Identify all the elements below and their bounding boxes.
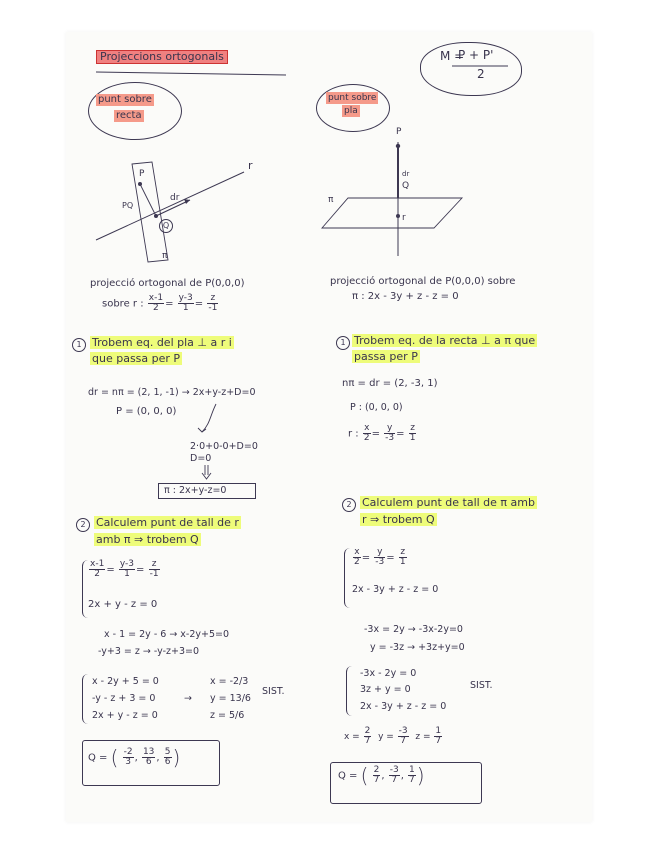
midpoint-formula-den: 2 — [477, 67, 485, 81]
label-pq-left: PQ — [122, 201, 134, 210]
right-problem-line1: projecció ortogonal de P(0,0,0) sobre — [330, 276, 516, 287]
left-result: Q = ( $\frac{-2}{3}$ , $\frac{13}{6}$ , $\frac{5}{6}$ ) — [88, 745, 181, 770]
label-q-left: Q — [159, 219, 173, 233]
step-2-left-title-1: Calculem punt de tall de r — [96, 516, 239, 529]
step-2-left-line-2: -y+3 = z → -y-z+3=0 — [98, 646, 200, 657]
step-2-left-eq-1: $\frac{x-1}{2}$ = $\frac{y-3}{1}$ = $\frac{z}{-1}$ — [90, 559, 159, 579]
point-line-diagram — [86, 152, 286, 272]
step-1-left-down-arrow — [200, 465, 212, 481]
title-underline — [96, 68, 296, 78]
step-1-left-title-1: Trobem eq. del pla ⊥ a r i — [92, 336, 232, 349]
step-2-left-eq-2: 2x + y - z = 0 — [88, 599, 158, 610]
step-1-left-line-3: 2·0+0-0+D=0 — [190, 441, 258, 452]
step-2-right-eq-1: $\frac{x}{2}$ = $\frac{y}{-3}$ = $\frac{z}{1}$ — [354, 547, 406, 567]
left-problem-line1: projecció ortogonal de P(0,0,0) — [90, 278, 245, 289]
right-problem-line2: π : 2x - 3y + z - z = 0 — [352, 291, 459, 302]
point-plane-heading-1: punt sobre — [328, 93, 377, 103]
left-solution-z: z = 5/6 — [210, 710, 245, 721]
step-2-left-title-2: amb π ⇒ trobem Q — [96, 533, 199, 546]
label-p-right: P — [396, 127, 402, 137]
label-p-left: P — [139, 169, 145, 179]
point-line-heading-2: recta — [116, 110, 142, 121]
step-2-left-line-1: x - 1 = 2y - 6 → x-2y+5=0 — [104, 629, 230, 640]
label-pi-left: π — [162, 251, 168, 261]
left-system-arrow: → — [184, 693, 192, 704]
left-system-type: SIST. — [262, 686, 285, 697]
left-problem-line2: sobre r : $\frac{x-1}{2}$ = $\frac{y-3}{1}$ = $\frac{z}{-1}$ — [102, 293, 218, 313]
step-2-right-title-2: r ⇒ trobem Q — [362, 513, 435, 526]
midpoint-formula-lhs: M = — [440, 49, 465, 63]
right-solution: x = $\frac{2}{7}$ y = $\frac{-3}{7}$ z = $\frac{1}{7}$ — [344, 726, 442, 746]
label-pi-right: π — [328, 195, 334, 205]
step-1-left-line-2: P = (0, 0, 0) — [116, 406, 177, 417]
right-system-brace-1 — [344, 548, 351, 608]
step-1-left-number: 1 — [72, 338, 86, 352]
step-1-left-title-2: que passa per P — [92, 352, 181, 365]
step-1-right-line-1: nπ = dr = (2, -3, 1) — [342, 378, 438, 389]
label-r-right: r — [402, 213, 406, 223]
right-system-row-2: 3z + y = 0 — [360, 684, 411, 695]
plane-equation: π : 2x+y-z=0 — [164, 485, 227, 496]
right-system-type: SIST. — [470, 680, 493, 691]
step-1-right-title-2: passa per P — [354, 350, 418, 363]
right-system-row-1: -3x - 2y = 0 — [360, 668, 417, 679]
label-q-right: Q — [402, 181, 410, 191]
notebook-page — [66, 32, 592, 822]
step-2-right-line-2: y = -3z → +3z+y=0 — [370, 642, 465, 653]
label-dr-right: dr — [402, 170, 410, 178]
label-dr-left: dr — [170, 193, 180, 203]
right-result: Q = ( $\frac{2}{7}$ , $\frac{-3}{7}$ , $\frac{1}{7}$ ) — [338, 763, 425, 788]
step-2-right-number: 2 — [342, 498, 356, 512]
step-1-right-title-1: Trobem eq. de la recta ⊥ a π que — [354, 334, 536, 347]
label-r-left: r — [248, 159, 253, 172]
point-plane-heading-2: pla — [344, 106, 358, 116]
step-2-right-line-1: -3x = 2y → -3x-2y=0 — [364, 624, 463, 635]
step-1-right-line-3: r : $\frac{x}{2}$ = $\frac{y}{-3}$ = $\frac{z}{1}$ — [348, 423, 416, 443]
step-1-left-arrow — [196, 402, 236, 442]
step-1-right-number: 1 — [336, 336, 350, 350]
left-system-row-2: -y - z + 3 = 0 — [92, 693, 156, 704]
page-title: Projeccions ortogonals — [96, 50, 228, 64]
left-solution-x: x = -2/3 — [210, 676, 249, 687]
left-system-row-1: x - 2y + 5 = 0 — [92, 676, 159, 687]
point-plane-diagram — [310, 132, 470, 272]
right-system-row-3: 2x - 3y + z - z = 0 — [360, 701, 447, 712]
step-2-left-number: 2 — [76, 518, 90, 532]
left-solution-y: y = 13/6 — [210, 693, 251, 704]
step-1-left-line-1: dr = nπ = (2, 1, -1) → 2x+y-z+D=0 — [88, 387, 256, 398]
point-line-heading-1: punt sobre — [98, 94, 152, 105]
right-system-brace-2 — [346, 666, 353, 716]
step-1-left-line-4: D=0 — [190, 453, 212, 464]
midpoint-formula-num: P + P' — [458, 48, 494, 62]
left-system-row-3: 2x + y - z = 0 — [92, 710, 158, 721]
step-2-right-title-1: Calculem punt de tall de π amb — [362, 496, 535, 509]
step-1-right-line-2: P : (0, 0, 0) — [350, 402, 403, 413]
step-2-right-eq-2: 2x - 3y + z - z = 0 — [352, 584, 439, 595]
left-system-brace-2 — [82, 674, 89, 724]
